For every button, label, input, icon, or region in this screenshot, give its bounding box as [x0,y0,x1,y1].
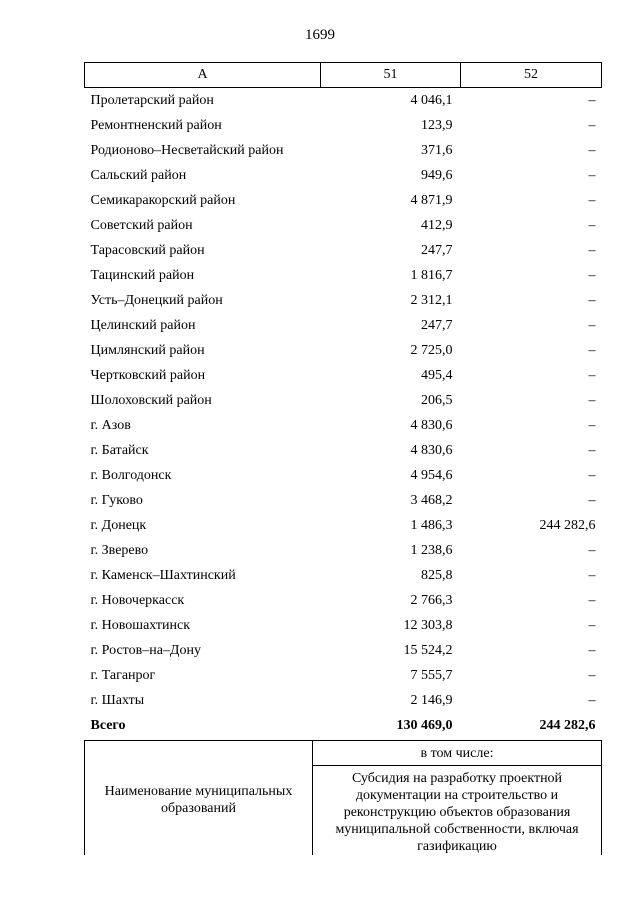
value-52: – [588,592,596,608]
table-row [85,513,602,538]
value-51: 412,9 [421,217,453,233]
municipality-name: Цимлянский район [90,342,205,358]
value-52: – [588,267,596,283]
column-header-a: А [85,63,321,88]
value-51: 4 954,6 [410,467,453,483]
table-row [85,613,602,638]
municipality-name: г. Шахты [90,692,145,708]
municipality-name: г. Волгодонск [90,467,172,483]
value-51: 1 238,6 [410,542,453,558]
value-51: 4 871,9 [410,192,453,208]
table-row [85,438,602,463]
value-52: – [588,542,596,558]
table-header-row [85,63,602,88]
value-52: – [588,192,596,208]
value-51: 12 303,8 [403,617,453,633]
municipality-name: Семикаракорский район [90,192,236,208]
value-52: 244 282,6 [539,517,596,533]
value-52: – [588,242,596,258]
value-52: – [588,567,596,583]
municipality-name: г. Новочеркасск [90,592,185,608]
value-52: – [588,667,596,683]
value-51: 2 766,3 [410,592,453,608]
municipality-name: г. Зверево [90,542,149,558]
value-51: 495,4 [421,367,453,383]
table-row [85,288,602,313]
table-row [85,238,602,263]
municipality-name: г. Гуково [90,492,143,508]
table-row [85,638,602,663]
table-body [85,88,602,739]
municipality-name: Тацинский район [90,267,195,283]
value-51: 4 046,1 [410,92,453,108]
municipality-name: Советский район [90,217,193,233]
table-row [85,213,602,238]
value-52: – [588,317,596,333]
municipality-name: Чертковский район [90,367,206,383]
value-51: 7 555,7 [410,667,453,683]
municipality-name-header: Наименование муниципальных образований [85,741,313,856]
value-52: – [588,692,596,708]
municipality-name: г. Батайск [90,442,149,458]
value-52: – [588,167,596,183]
value-51: 371,6 [421,142,453,158]
value-52: – [588,292,596,308]
table-row [85,413,602,438]
table-row [85,163,602,188]
table-row [85,563,602,588]
table-row [85,688,602,713]
including-header: в том числе: [313,741,602,766]
municipality-name: Тарасовский район [90,242,205,258]
budget-table [84,62,602,738]
municipality-name: Ремонтненский район [90,117,222,133]
municipality-name: Шолоховский район [90,392,212,408]
municipality-name: г. Таганрог [90,667,156,683]
table-row [85,663,602,688]
table-row [85,113,602,138]
value-52: – [588,442,596,458]
table-row [85,388,602,413]
value-51: 123,9 [421,117,453,133]
value-51: 1 816,7 [410,267,453,283]
value-51: 825,8 [421,567,453,583]
subsidy-column-header: Субсидия на разработку проектной документации на строительство и реконструкцию объектов образования муниципальной собственности, включая газификацию [313,766,602,856]
value-51: 3 468,2 [410,492,453,508]
value-52: – [588,217,596,233]
value-52: – [588,392,596,408]
municipality-name: г. Ростов–на–Дону [90,642,201,658]
value-51: 4 830,6 [410,442,453,458]
value-52: – [588,367,596,383]
total-value-51: 130 469,0 [396,717,453,733]
total-value-52: 244 282,6 [539,717,596,733]
value-51: 15 524,2 [403,642,453,658]
value-52: – [588,142,596,158]
value-52: – [588,92,596,108]
table-row [85,363,602,388]
column-header-51: 51 [321,63,461,88]
table-row [85,463,602,488]
municipality-name: Усть–Донецкий район [90,292,223,308]
next-table-header [84,740,602,855]
table-row [85,313,602,338]
value-52: – [588,467,596,483]
value-52: – [588,117,596,133]
column-header-52: 52 [461,63,602,88]
municipality-name: Пролетарский район [90,92,214,108]
table-row [85,338,602,363]
value-52: – [588,492,596,508]
municipality-name: г. Новошахтинск [90,617,191,633]
table-row [85,88,602,114]
table-row [85,188,602,213]
value-51: 2 312,1 [410,292,453,308]
page-number: 1699 [305,27,335,43]
municipality-name: г. Азов [90,417,131,433]
table-row [85,263,602,288]
value-51: 1 486,3 [410,517,453,533]
value-51: 247,7 [421,317,453,333]
value-51: 2 146,9 [410,692,453,708]
municipality-name: Сальский район [90,167,187,183]
value-51: 206,5 [421,392,453,408]
municipality-name: г. Каменск–Шахтинский [90,567,236,583]
value-51: 2 725,0 [410,342,453,358]
table-row [85,138,602,163]
value-52: – [588,342,596,358]
municipality-name: Родионово–Несветайский район [90,142,284,158]
municipality-name: г. Донецк [90,517,147,533]
total-label: Всего [90,717,126,733]
value-51: 4 830,6 [410,417,453,433]
value-51: 949,6 [421,167,453,183]
table-row [85,538,602,563]
value-51: 247,7 [421,242,453,258]
municipality-name: Целинский район [90,317,196,333]
value-52: – [588,417,596,433]
table-row [85,488,602,513]
table-row [85,588,602,613]
total-row [85,713,602,738]
value-52: – [588,642,596,658]
value-52: – [588,617,596,633]
